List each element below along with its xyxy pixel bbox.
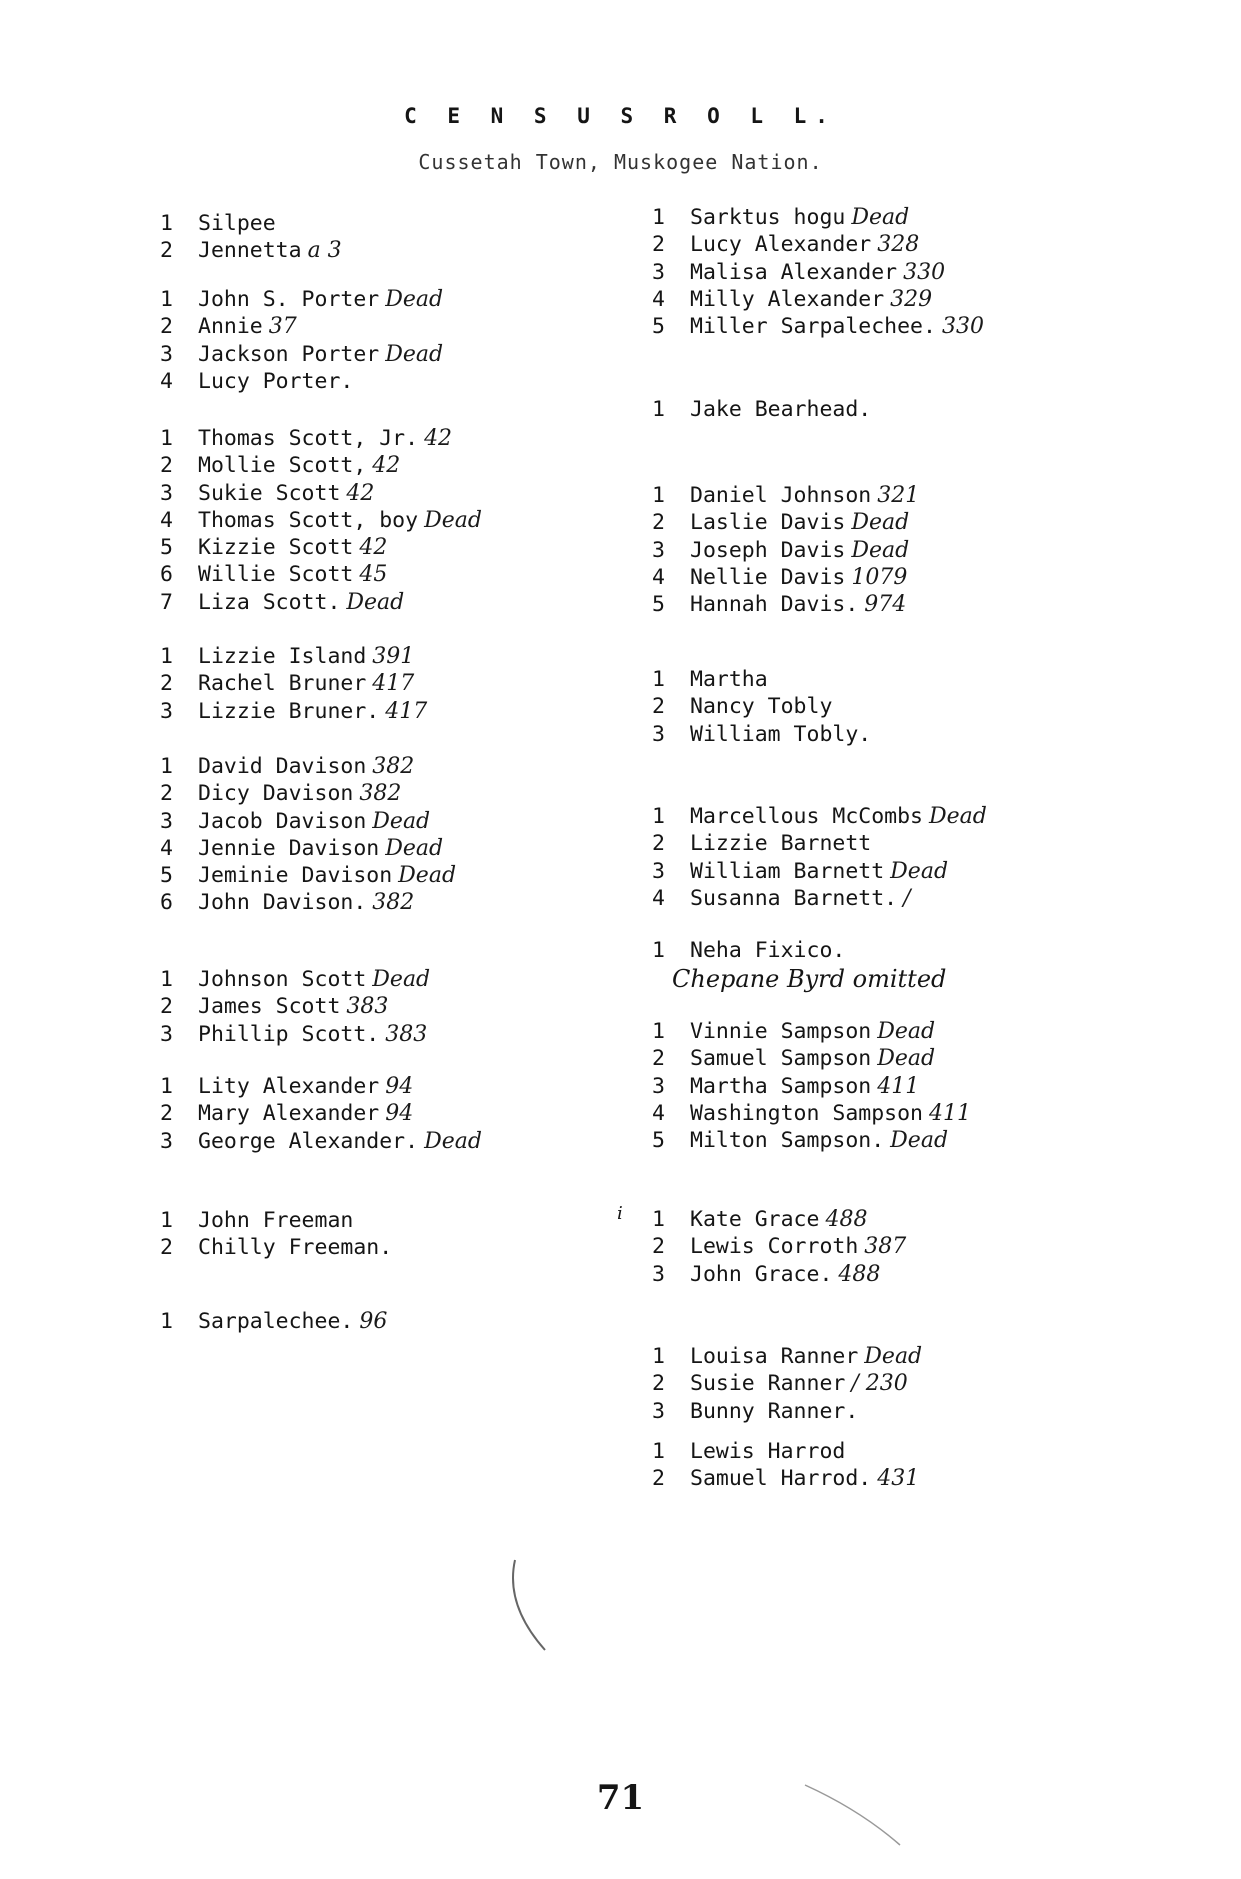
member-name: William Tobly.	[690, 721, 872, 747]
member-name: Jackson Porter	[198, 341, 380, 367]
family-group	[652, 1018, 1092, 1154]
member-row	[160, 889, 630, 916]
member-row	[160, 993, 630, 1020]
member-name: John Davison.	[198, 890, 367, 916]
handwritten-note: 488	[838, 1261, 881, 1287]
handwritten-note: 417	[372, 671, 415, 697]
page-number: 71	[596, 1778, 645, 1818]
member-number: 1	[652, 1439, 665, 1464]
member-number: 5	[652, 1128, 665, 1154]
handwritten-note: Dead	[424, 507, 482, 533]
member-name: Martha Sampson	[690, 1073, 872, 1099]
handwritten-note: Dead	[890, 1128, 949, 1154]
member-name: Milton Sampson.	[690, 1128, 885, 1154]
member-number: 1	[652, 397, 665, 422]
member-name: Jennie Davison	[198, 835, 380, 861]
member-name: Sarpalechee.	[198, 1309, 354, 1334]
member-number: 3	[652, 1073, 665, 1099]
member-row	[652, 1018, 1092, 1045]
handwritten-note: Dead	[851, 205, 910, 230]
handwritten-note: 411	[877, 1073, 920, 1099]
member-number: 1	[160, 644, 173, 669]
member-row	[652, 1465, 1092, 1492]
handwritten-note: a 3	[307, 238, 342, 264]
member-name: Marcellous McCombs	[690, 804, 923, 829]
member-name: Malisa Alexander	[690, 259, 898, 285]
member-number: 1	[652, 1344, 665, 1369]
member-row	[652, 1100, 1092, 1127]
handwritten-note: Dead	[385, 287, 444, 312]
member-name: Willie Scott	[198, 562, 354, 588]
member-row	[160, 698, 630, 725]
member-number: 4	[160, 835, 173, 861]
family-group	[160, 210, 630, 265]
member-number: 2	[652, 1046, 665, 1072]
handwritten-note: Dead	[851, 537, 910, 563]
member-number: 4	[652, 885, 665, 911]
member-number: 2	[652, 1234, 665, 1260]
family-group	[652, 1438, 1092, 1493]
member-number: 5	[160, 535, 173, 561]
member-number: 1	[652, 205, 665, 230]
member-name: Bunny Ranner.	[690, 1398, 859, 1424]
member-name: Lizzie Barnett	[690, 831, 872, 857]
member-name: Dicy Davison	[198, 781, 354, 807]
member-number: 2	[652, 510, 665, 536]
member-number: 3	[160, 808, 173, 834]
member-name: Neha Fixico.	[690, 938, 846, 963]
member-number: 1	[160, 211, 173, 236]
member-name: Sukie Scott	[198, 480, 341, 506]
member-number: 2	[160, 238, 173, 264]
page-subtitle: Cussetah Town, Muskogee Nation.	[418, 150, 823, 174]
member-name: George Alexander.	[198, 1128, 419, 1154]
handwritten-note: 417	[385, 698, 428, 724]
family-group	[160, 425, 630, 616]
handwritten-note: 96	[359, 1309, 388, 1334]
member-number: 1	[652, 483, 665, 508]
member-row	[652, 204, 1092, 231]
member-number: 3	[160, 480, 173, 506]
handwritten-note: Dead	[424, 1128, 482, 1154]
member-number: 1	[160, 967, 173, 992]
member-row	[160, 507, 630, 534]
handwritten-note: 94	[385, 1101, 414, 1127]
member-name: Susie Ranner	[690, 1371, 846, 1397]
member-number: 5	[160, 863, 173, 889]
family-group	[160, 286, 630, 395]
member-number: 2	[652, 831, 665, 857]
member-number: 4	[652, 286, 665, 312]
handwritten-note: Dead	[385, 341, 444, 367]
family-group	[160, 966, 630, 1048]
family-group	[160, 643, 630, 725]
member-name: James Scott	[198, 994, 341, 1020]
member-row	[160, 561, 630, 588]
member-number: 3	[160, 1128, 173, 1154]
member-name: Lucy Porter.	[198, 368, 354, 394]
member-row	[160, 1021, 630, 1048]
member-row	[160, 1207, 630, 1234]
member-name: Washington Sampson	[690, 1100, 923, 1126]
family-group	[652, 937, 1092, 994]
member-name: Lewis Harrod	[690, 1439, 846, 1464]
member-number: 3	[160, 1021, 173, 1047]
page-title: C E N S U S R O L L.	[404, 104, 837, 128]
member-row	[652, 858, 1092, 885]
member-number: 3	[160, 698, 173, 724]
family-group	[652, 666, 1092, 748]
member-number: 3	[652, 1398, 665, 1424]
member-name: Samuel Sampson	[690, 1046, 872, 1072]
member-name: Vinnie Sampson	[690, 1019, 872, 1044]
member-number: 1	[160, 287, 173, 312]
member-row	[652, 1127, 1092, 1154]
member-row	[652, 803, 1092, 830]
member-name: Mollie Scott,	[198, 453, 367, 479]
member-row	[160, 452, 630, 479]
handwritten-note: 391	[372, 644, 415, 669]
handwritten-note: 94	[385, 1074, 414, 1099]
member-name: Lizzie Island	[198, 644, 367, 669]
member-number: 3	[160, 341, 173, 367]
member-number: 1	[160, 426, 173, 451]
member-name: Laslie Davis	[690, 510, 846, 536]
member-row	[652, 1438, 1092, 1465]
member-number: 1	[652, 804, 665, 829]
member-row	[160, 368, 630, 395]
member-number: 1	[160, 754, 173, 779]
member-name: Sarktus hogu	[690, 205, 846, 230]
member-name: Chilly Freeman.	[198, 1235, 393, 1261]
member-number: 2	[160, 1101, 173, 1127]
member-name: Nancy Tobly	[690, 694, 833, 720]
member-row	[160, 1100, 630, 1127]
member-number: 2	[160, 453, 173, 479]
member-row	[652, 1073, 1092, 1100]
member-row	[160, 210, 630, 237]
member-row	[652, 396, 1092, 423]
handwritten-note: Dead	[372, 967, 431, 992]
member-row	[652, 1398, 1092, 1425]
handwritten-note: 330	[941, 314, 984, 340]
handwritten-note: 42	[359, 535, 388, 561]
member-name: Daniel Johnson	[690, 483, 872, 508]
member-row	[652, 1045, 1092, 1072]
member-number: 3	[652, 858, 665, 884]
member-number: 2	[160, 671, 173, 697]
member-row	[652, 591, 1092, 618]
member-row	[160, 808, 630, 835]
member-number: 3	[652, 1261, 665, 1287]
member-number: 3	[652, 721, 665, 747]
member-name: Liza Scott.	[198, 589, 341, 615]
member-row	[160, 1073, 630, 1100]
family-group	[160, 753, 630, 917]
member-number: 1	[160, 1309, 173, 1334]
member-name: John S. Porter	[198, 287, 380, 312]
margin-mark: i	[617, 1203, 623, 1224]
member-name: John Freeman	[198, 1208, 354, 1233]
handwritten-note: 328	[877, 232, 920, 258]
handwritten-note: 37	[268, 314, 297, 340]
member-row	[160, 313, 630, 340]
handwritten-note: 383	[385, 1021, 428, 1047]
handwritten-note: Dead	[385, 835, 444, 861]
member-name: Lucy Alexander	[690, 232, 872, 258]
member-name: Martha	[690, 667, 768, 692]
member-name: Silpee	[198, 211, 276, 236]
member-name: Lizzie Bruner.	[198, 698, 380, 724]
member-number: 6	[160, 890, 173, 916]
handwritten-note: 382	[372, 754, 415, 779]
handwritten-note: 321	[877, 483, 920, 508]
member-row	[160, 480, 630, 507]
handwritten-annotation: Chepane Byrd omitted	[672, 965, 947, 994]
member-row	[652, 1261, 1092, 1288]
member-number: 4	[652, 1100, 665, 1126]
member-row	[160, 1308, 630, 1335]
member-number: 2	[160, 781, 173, 807]
member-row	[160, 341, 630, 368]
member-number: 1	[160, 1208, 173, 1233]
member-number: 2	[652, 1371, 665, 1397]
handwritten-note: Dead	[372, 808, 431, 834]
member-name: Johnson Scott	[198, 967, 367, 992]
member-name: Lewis Corroth	[690, 1234, 859, 1260]
member-name: Thomas Scott, boy	[198, 507, 419, 533]
family-group	[652, 803, 1092, 912]
member-number: 4	[160, 368, 173, 394]
member-row	[652, 313, 1092, 340]
member-name: Jennetta	[198, 238, 302, 264]
member-name: Jake Bearhead.	[690, 397, 872, 422]
handwritten-note: Dead	[398, 863, 457, 889]
handwritten-note: /	[903, 885, 911, 911]
handwritten-note: 387	[864, 1234, 907, 1260]
handwritten-note: 1079	[851, 564, 908, 590]
member-row	[160, 534, 630, 561]
member-number: 1	[160, 1074, 173, 1099]
handwritten-note: 431	[877, 1466, 920, 1492]
handwritten-note: 42	[346, 480, 375, 506]
family-group	[652, 1343, 1092, 1425]
handwritten-note: 382	[372, 890, 415, 916]
member-row	[652, 1370, 1092, 1397]
member-row	[652, 1206, 1092, 1233]
member-row	[160, 670, 630, 697]
member-name: Annie	[198, 314, 263, 340]
member-number: 3	[652, 259, 665, 285]
family-group	[160, 1308, 630, 1335]
handwritten-note: 330	[903, 259, 946, 285]
member-number: 7	[160, 589, 173, 615]
member-name: Rachel Bruner	[198, 671, 367, 697]
member-number: 5	[652, 314, 665, 340]
member-name: Hannah Davis.	[690, 592, 859, 618]
handwritten-note: / 230	[851, 1371, 908, 1397]
member-name: Joseph Davis	[690, 537, 846, 563]
member-row	[652, 693, 1092, 720]
member-name: Kate Grace	[690, 1207, 820, 1232]
family-group	[160, 1207, 630, 1262]
member-name: William Barnett	[690, 858, 885, 884]
member-name: Phillip Scott.	[198, 1021, 380, 1047]
stray-pen-mark	[505, 1555, 585, 1655]
handwritten-note: Dead	[864, 1344, 923, 1369]
member-row	[160, 835, 630, 862]
handwritten-note: 383	[346, 994, 389, 1020]
member-number: 2	[160, 994, 173, 1020]
member-name: Samuel Harrod.	[690, 1466, 872, 1492]
member-row	[652, 1233, 1092, 1260]
member-number: 4	[652, 564, 665, 590]
handwritten-note: Dead	[890, 858, 949, 884]
member-row	[652, 564, 1092, 591]
family-group	[652, 396, 1092, 423]
handwritten-note: 45	[359, 562, 388, 588]
member-row	[652, 666, 1092, 693]
member-row	[160, 286, 630, 313]
member-number: 2	[160, 1235, 173, 1261]
member-number: 4	[160, 507, 173, 533]
handwritten-note: 382	[359, 781, 402, 807]
member-name: Louisa Ranner	[690, 1344, 859, 1369]
member-number: 1	[652, 1019, 665, 1044]
member-number: 1	[652, 1207, 665, 1232]
member-name: Susanna Barnett.	[690, 885, 898, 911]
member-row	[160, 1234, 630, 1261]
member-row	[652, 830, 1092, 857]
member-number: 2	[652, 694, 665, 720]
family-group	[652, 1206, 1092, 1288]
handwritten-note: 974	[864, 592, 907, 618]
member-row	[652, 286, 1092, 313]
member-number: 2	[160, 314, 173, 340]
member-name: Nellie Davis	[690, 564, 846, 590]
member-row	[652, 1343, 1092, 1370]
member-name: Thomas Scott, Jr.	[198, 426, 419, 451]
member-number: 1	[652, 667, 665, 692]
member-row	[160, 753, 630, 780]
member-row	[652, 885, 1092, 912]
handwritten-note: 42	[424, 426, 453, 451]
member-number: 5	[652, 592, 665, 618]
member-name: Kizzie Scott	[198, 535, 354, 561]
member-row	[160, 862, 630, 889]
member-row	[652, 937, 1092, 964]
member-number: 2	[652, 1466, 665, 1492]
handwritten-note: Dead	[346, 589, 405, 615]
member-name: Mary Alexander	[198, 1101, 380, 1127]
member-number: 6	[160, 562, 173, 588]
member-row	[160, 237, 630, 264]
member-row	[160, 1128, 630, 1155]
member-row	[652, 537, 1092, 564]
handwritten-note: Dead	[877, 1046, 936, 1072]
family-group	[652, 482, 1092, 618]
member-number: 2	[652, 232, 665, 258]
member-row	[652, 509, 1092, 536]
member-number: 3	[652, 537, 665, 563]
handwritten-note: Dead	[877, 1019, 936, 1044]
member-row	[160, 966, 630, 993]
member-name: John Grace.	[690, 1261, 833, 1287]
handwritten-note: Dead	[929, 804, 987, 829]
member-row	[160, 589, 630, 616]
member-row	[652, 259, 1092, 286]
member-row	[652, 231, 1092, 258]
member-name: Milly Alexander	[690, 286, 885, 312]
member-number: 1	[652, 938, 665, 963]
member-name: David Davison	[198, 754, 367, 779]
member-row	[160, 643, 630, 670]
member-name: Jacob Davison	[198, 808, 367, 834]
family-group	[652, 204, 1092, 340]
handwritten-note: 488	[825, 1207, 868, 1232]
handwritten-note: Dead	[851, 510, 910, 536]
handwritten-note: 411	[929, 1100, 971, 1126]
member-row	[652, 721, 1092, 748]
member-name: Jeminie Davison	[198, 863, 393, 889]
member-row	[160, 425, 630, 452]
member-name: Miller Sarpalechee.	[690, 314, 936, 340]
member-name: Lity Alexander	[198, 1074, 380, 1099]
handwritten-note: 329	[890, 286, 933, 312]
handwritten-note: 42	[372, 453, 401, 479]
member-row	[652, 482, 1092, 509]
member-row	[160, 780, 630, 807]
family-group	[160, 1073, 630, 1155]
